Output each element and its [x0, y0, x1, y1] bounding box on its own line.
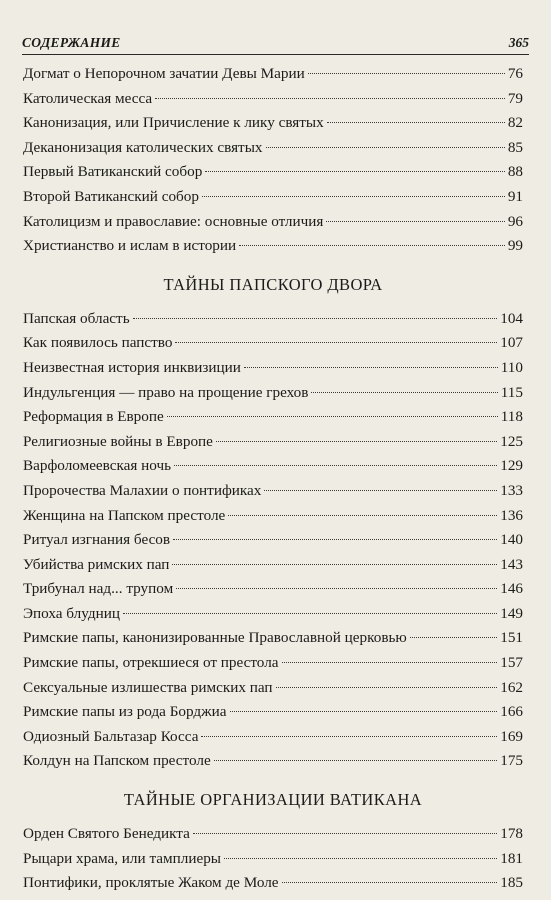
- page-header: [22, 32, 529, 55]
- toc-entry-title: Католицизм и православие: основные отличия: [23, 212, 324, 230]
- toc-entry: [23, 454, 523, 479]
- toc-entry-page: 169: [500, 727, 523, 745]
- dot-leader: [239, 245, 505, 246]
- toc-entry: [23, 160, 523, 185]
- dot-leader: [133, 318, 498, 319]
- toc-entry: [23, 307, 523, 332]
- dot-leader: [326, 221, 504, 222]
- toc-entry: [23, 651, 523, 676]
- toc-entry-page: 125: [500, 432, 523, 450]
- dot-leader: [172, 564, 497, 565]
- dot-leader: [264, 490, 497, 491]
- dot-leader: [216, 441, 497, 442]
- toc-entry-title: Как появилось папство: [23, 334, 173, 352]
- dot-leader: [230, 711, 498, 712]
- toc-entry: [23, 602, 523, 627]
- toc-entry: [23, 676, 523, 701]
- dot-leader: [176, 588, 497, 589]
- toc-entry: [23, 871, 523, 896]
- toc-entry-title: Догмат о Непорочном зачатии Девы Марии: [23, 65, 305, 82]
- toc-entry-page: 157: [500, 654, 523, 672]
- toc-entry: [23, 331, 523, 356]
- toc-entry-title: Одиозный Бальтазар Косса: [23, 727, 199, 745]
- toc-entry: [23, 136, 523, 161]
- page-number: 365: [508, 35, 529, 50]
- toc-entry-page: 115: [500, 383, 523, 401]
- toc-entry-title: Эпоха блудниц: [23, 604, 120, 622]
- toc-entry-title: Религиозные войны в Европе: [23, 432, 213, 450]
- toc-entry: [23, 700, 523, 725]
- toc-entry-title: Убийства римских пап: [23, 555, 170, 573]
- toc-entry-title: Неизвестная история инквизиции: [23, 358, 241, 376]
- toc-entry: [23, 234, 523, 259]
- toc-entry-title: Женщина на Папском престоле: [23, 506, 226, 524]
- dot-leader: [282, 662, 498, 663]
- toc-entry-title: Понтифики, проклятые Жаком де Моле: [23, 874, 279, 892]
- toc-entry-page: 82: [507, 114, 523, 132]
- toc-entry: [23, 62, 523, 87]
- toc-entry-page: 140: [500, 531, 523, 549]
- toc-entry-title: Христианство и ислам в истории: [23, 237, 237, 255]
- dot-leader: [327, 122, 505, 123]
- dot-leader: [282, 882, 498, 883]
- toc-entry-page: 76: [507, 65, 523, 82]
- toc-entry: [23, 553, 523, 578]
- toc-entry: [23, 626, 523, 651]
- dot-leader: [308, 73, 505, 74]
- toc-entry: [23, 87, 523, 112]
- toc-entry-page: 88: [507, 163, 523, 181]
- toc-entry-title: Канонизация, или Причисление к лику святых: [23, 114, 324, 132]
- toc-entry: [23, 185, 523, 210]
- toc-entry-title: Католическая месса: [23, 89, 153, 107]
- toc-entry: [23, 822, 523, 847]
- dot-leader: [276, 687, 498, 688]
- toc-entry: [23, 725, 523, 750]
- toc-entry-page: 96: [507, 212, 523, 230]
- toc-entry: [23, 749, 523, 774]
- toc-entry-title: Пророчества Малахии о понтификах: [23, 481, 262, 499]
- toc-entry: [23, 405, 523, 430]
- toc-entry: [23, 479, 523, 504]
- toc-entry-title: Индульгенция — право на прощение грехов: [23, 383, 309, 401]
- toc-entry-page: 178: [500, 825, 523, 843]
- toc-entry-title: Римские папы, канонизированные Православной церковью: [23, 629, 407, 647]
- toc-entry-page: 181: [500, 849, 523, 867]
- section-heading: ТАЙНЫ ПАПСКОГО ДВОРА: [163, 274, 383, 294]
- toc-entry-title: Трибунал над... трупом: [23, 580, 174, 598]
- toc-entry: [23, 210, 523, 235]
- dot-leader: [201, 736, 497, 737]
- dot-leader: [311, 392, 497, 393]
- toc-entry-page: 107: [500, 334, 523, 352]
- dot-leader: [266, 147, 505, 148]
- toc-entry: [23, 577, 523, 602]
- toc-entry-page: 104: [500, 309, 523, 327]
- toc-entry: [23, 430, 523, 455]
- toc-entry-page: 143: [500, 555, 523, 573]
- toc-entry: [23, 356, 523, 381]
- toc-entry-title: Папская область: [23, 309, 130, 327]
- dot-leader: [167, 416, 498, 417]
- table-of-contents: [23, 62, 523, 896]
- toc-entry-page: 79: [507, 89, 523, 107]
- toc-entry-page: 91: [507, 187, 523, 205]
- toc-entry-title: Римские папы, отрекшиеся от престола: [23, 654, 279, 672]
- toc-entry: [23, 504, 523, 529]
- running-title: СОДЕРЖАНИЕ: [22, 35, 121, 50]
- toc-entry-page: 166: [500, 703, 523, 721]
- toc-entry-page: 162: [500, 678, 523, 696]
- dot-leader: [202, 196, 505, 197]
- dot-leader: [205, 171, 505, 172]
- toc-entry-page: 99: [507, 237, 523, 255]
- dot-leader: [193, 833, 497, 834]
- dot-leader: [410, 637, 497, 638]
- toc-entry-title: Рыцари храма, или тамплиеры: [23, 849, 221, 867]
- dot-leader: [173, 539, 497, 540]
- toc-entry-page: 118: [500, 408, 523, 426]
- toc-entry-title: Второй Ватиканский собор: [23, 187, 199, 205]
- dot-leader: [244, 367, 498, 368]
- toc-entry-title: Колдун на Папском престоле: [23, 752, 211, 770]
- toc-entry-page: 136: [500, 506, 523, 524]
- toc-entry-title: Орден Святого Бенедикта: [23, 825, 190, 843]
- dot-leader: [224, 858, 497, 859]
- toc-entry-title: Реформация в Европе: [23, 408, 164, 426]
- toc-entry-page: 185: [500, 874, 523, 892]
- dot-leader: [155, 98, 505, 99]
- toc-entry-page: 110: [500, 358, 523, 376]
- toc-entry: [23, 111, 523, 136]
- dot-leader: [123, 613, 497, 614]
- toc-entry-page: 149: [500, 604, 523, 622]
- toc-entry-title: Деканонизация католических святых: [23, 138, 263, 156]
- toc-entry: [23, 381, 523, 406]
- dot-leader: [174, 465, 497, 466]
- toc-entry-page: 133: [500, 481, 523, 499]
- toc-entry-page: 129: [500, 457, 523, 475]
- toc-entry-page: 146: [500, 580, 523, 598]
- dot-leader: [175, 342, 497, 343]
- toc-entry-title: Первый Ватиканский собор: [23, 163, 203, 181]
- section-heading: ТАЙНЫЕ ОРГАНИЗАЦИИ ВАТИКАНА: [123, 790, 423, 810]
- toc-entry-page: 151: [500, 629, 523, 647]
- dot-leader: [228, 515, 497, 516]
- toc-entry-page: 175: [500, 752, 523, 770]
- toc-entry-title: Римские папы из рода Борджиа: [23, 703, 227, 721]
- toc-entry-title: Сексуальные излишества римских пап: [23, 678, 273, 696]
- dot-leader: [214, 760, 498, 761]
- toc-entry: [23, 847, 523, 872]
- toc-entry-title: Варфоломеевская ночь: [23, 457, 172, 475]
- toc-entry-page: 85: [507, 138, 523, 156]
- toc-entry: [23, 528, 523, 553]
- toc-entry-title: Ритуал изгнания бесов: [23, 531, 171, 549]
